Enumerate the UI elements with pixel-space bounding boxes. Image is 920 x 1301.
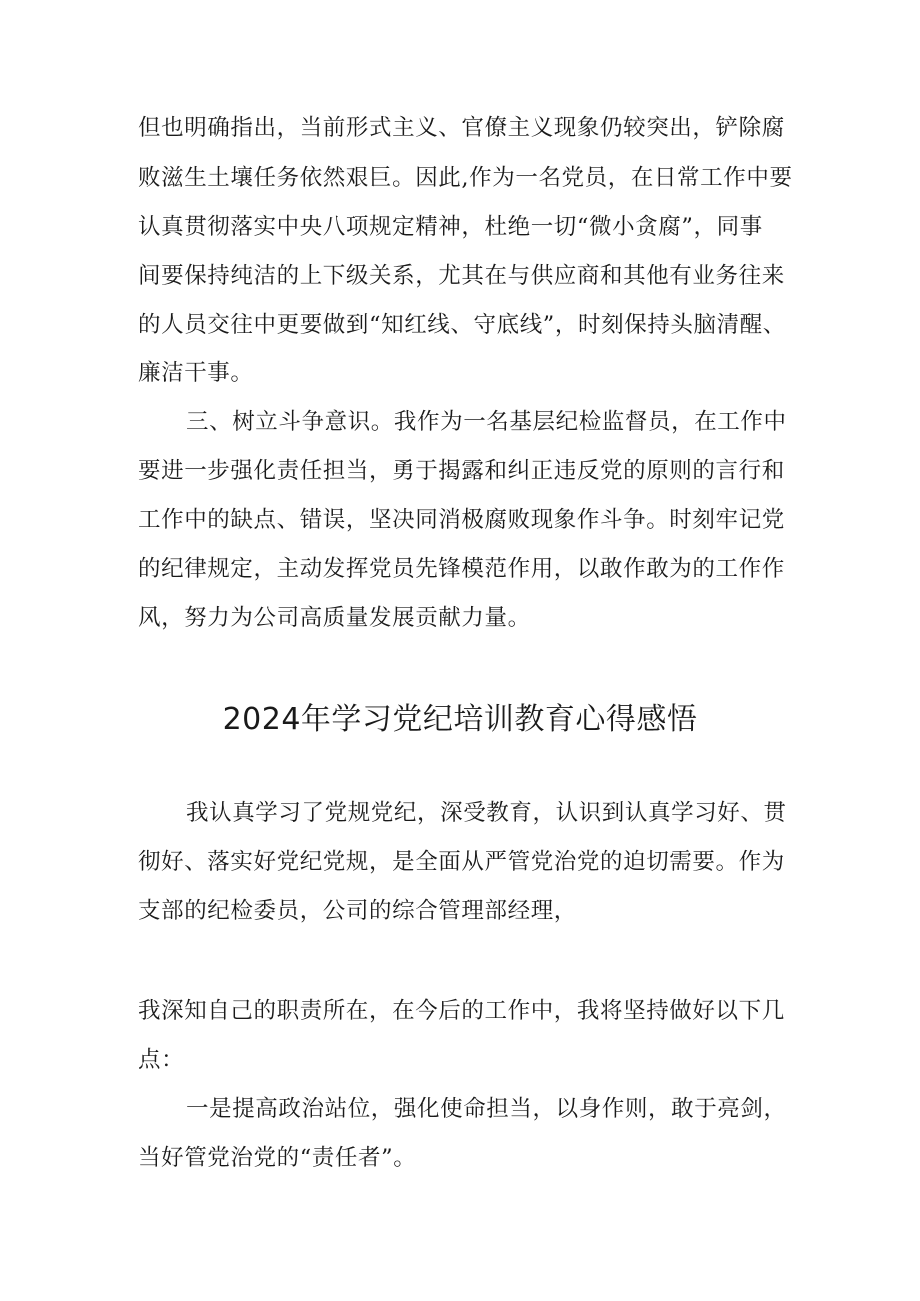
text-line: 三、树立斗争意识。我作为一名基层纪检监督员，在工作中 (186, 409, 787, 435)
text-line: 败滋生土壤任务依然艰巨。因此,作为一名党员，在日常工作中要 (138, 165, 793, 191)
text-line: 廉洁干事。 (138, 360, 254, 386)
text-line: 我认真学习了党规党纪，深受教育，认识到认真学习好、贯 (186, 800, 787, 826)
article-title: 2024年学习党纪培训教育心得感悟 (222, 702, 698, 737)
text-line: 点： (138, 1047, 185, 1073)
text-line: 支部的纪检委员，公司的综合管理部经理， (138, 898, 577, 924)
text-line: 认真贯彻落实中央八项规定精神，杜绝一切“微小贪腐”，同事 (138, 214, 763, 240)
text-line: 的人员交往中更要做到“知红线、守底线”，时刻保持头脑清醒、 (138, 312, 786, 338)
text-line: 一是提高政治站位，强化使命担当，以身作则，敢于亮剑， (186, 1096, 787, 1122)
text-line: 要进一步强化责任担当，勇于揭露和纠正违反党的原则的言行和 (138, 458, 785, 484)
text-line: 风，努力为公司高质量发展贡献力量。 (138, 605, 531, 631)
text-line: 我深知自己的职责所在，在今后的工作中，我将坚持做好以下几 (138, 998, 785, 1024)
text-line: 间要保持纯洁的上下级关系，尤其在与供应商和其他有业务往来 (138, 263, 785, 289)
text-line: 但也明确指出，当前形式主义、官僚主义现象仍较突出，铲除腐 (138, 115, 785, 141)
text-line: 工作中的缺点、错误，坚决同消极腐败现象作斗争。时刻牢记党 (138, 507, 785, 533)
text-line: 彻好、落实好党纪党规，是全面从严管党治党的迫切需要。作为 (138, 849, 785, 875)
text-line: 的纪律规定，主动发挥党员先锋模范作用，以敢作敢为的工作作 (138, 556, 785, 582)
text-line: 当好管党治党的“责任者”。 (138, 1145, 417, 1171)
